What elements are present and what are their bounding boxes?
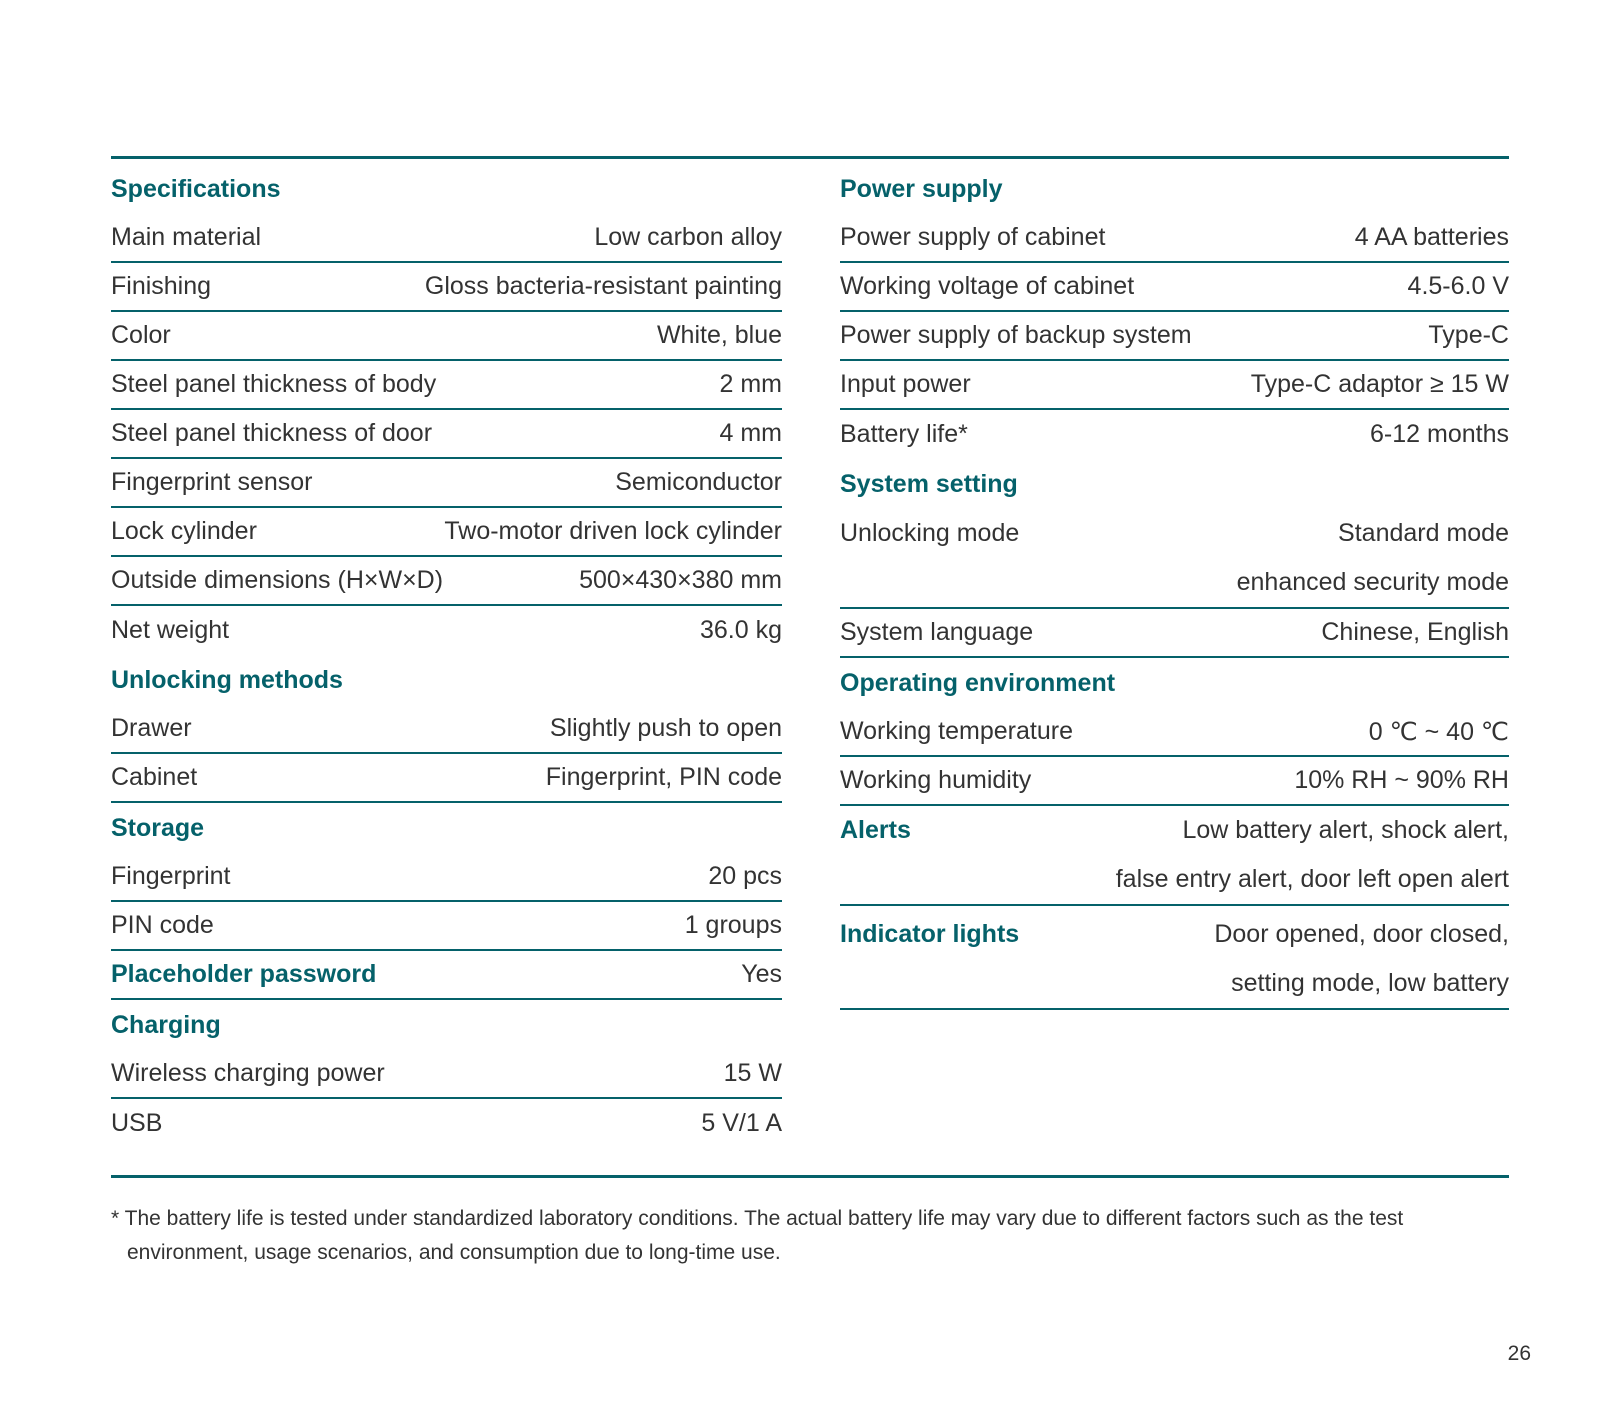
- section-heading-unlocking-methods: Unlocking methods: [111, 666, 343, 694]
- spec-value: 5 V/1 A: [701, 1109, 782, 1137]
- spec-label: PIN code: [111, 911, 214, 939]
- spec-label: Steel panel thickness of door: [111, 419, 433, 447]
- spec-row: [111, 1050, 782, 1099]
- spec-label: Main material: [111, 223, 262, 251]
- right-column: [840, 164, 1509, 1010]
- spec-label: Cabinet: [111, 763, 198, 791]
- spec-row: [840, 263, 1509, 312]
- spec-row: [111, 312, 782, 361]
- spec-value: 36.0 kg: [699, 616, 782, 644]
- indicator-lights-row: [840, 906, 1509, 1010]
- bottom-rule: [111, 1175, 1509, 1178]
- spec-label: Fingerprint sensor: [111, 468, 313, 496]
- spec-row: [840, 757, 1509, 806]
- section-heading-system-setting: System setting: [840, 470, 1018, 498]
- indicator-lights-label: Indicator lights: [840, 920, 1020, 948]
- spec-row: [111, 508, 782, 557]
- spec-value: White, blue: [656, 321, 782, 349]
- spec-row: [840, 312, 1509, 361]
- placeholder-password-label: Placeholder password: [111, 960, 377, 988]
- section-heading-storage: Storage: [111, 814, 205, 842]
- spec-label: Outside dimensions (H×W×D): [111, 566, 444, 594]
- indicator-lights-value: Door opened, door closed,: [1214, 920, 1509, 948]
- unlocking-mode-row: [840, 509, 1509, 609]
- spec-label: Net weight: [111, 616, 230, 644]
- placeholder-password-row: [111, 951, 782, 1000]
- spec-label: Wireless charging power: [111, 1059, 385, 1087]
- spec-row: [840, 361, 1509, 410]
- spec-label: Battery life*: [840, 420, 968, 448]
- spec-label: System language: [840, 618, 1034, 646]
- alerts-value: Low battery alert, shock alert,: [1182, 816, 1509, 844]
- section-heading-power-supply: Power supply: [840, 175, 1003, 203]
- spec-row: [111, 853, 782, 902]
- spec-value: 4 mm: [719, 419, 782, 447]
- spec-value: 20 pcs: [708, 862, 782, 890]
- spec-value: 4 AA batteries: [1354, 223, 1509, 251]
- spec-label: Lock cylinder: [111, 517, 257, 545]
- placeholder-password-value: Yes: [741, 960, 782, 988]
- spec-row: [840, 708, 1509, 757]
- spec-row: [111, 214, 782, 263]
- left-column: [111, 164, 782, 1148]
- spec-row: [111, 557, 782, 606]
- spec-label: Color: [111, 321, 171, 349]
- spec-value: 500×430×380 mm: [579, 566, 782, 594]
- spec-value: Two-motor driven lock cylinder: [444, 517, 782, 545]
- spec-value: Chinese, English: [1321, 618, 1509, 646]
- spec-row: [111, 1099, 782, 1148]
- spec-row: [111, 705, 782, 754]
- spec-label: Working voltage of cabinet: [840, 272, 1135, 300]
- spec-row: [840, 410, 1509, 459]
- spec-label: Finishing: [111, 272, 212, 300]
- spec-label: Drawer: [111, 714, 192, 742]
- spec-value: Low carbon alloy: [594, 223, 782, 251]
- spec-value: Type-C: [1428, 321, 1509, 349]
- spec-value: 6-12 months: [1370, 420, 1509, 448]
- spec-label: Fingerprint: [111, 862, 231, 890]
- spec-label: Input power: [840, 370, 971, 398]
- alerts-row: [840, 806, 1509, 906]
- spec-value: 0 ℃ ~ 40 ℃: [1368, 717, 1509, 746]
- spec-row: [840, 609, 1509, 658]
- spec-label: Steel panel thickness of body: [111, 370, 437, 398]
- spec-row: [111, 361, 782, 410]
- spec-label: Working humidity: [840, 766, 1032, 794]
- spec-label: Working temperature: [840, 717, 1073, 745]
- spec-value: Slightly push to open: [549, 714, 782, 742]
- spec-value: Gloss bacteria-resistant painting: [424, 272, 782, 300]
- spec-label: Power supply of cabinet: [840, 223, 1106, 251]
- spec-value: 15 W: [723, 1059, 782, 1087]
- spec-value: 10% RH ~ 90% RH: [1294, 766, 1509, 794]
- spec-label: USB: [111, 1109, 163, 1137]
- spec-label: Power supply of backup system: [840, 321, 1192, 349]
- spec-row: [111, 459, 782, 508]
- page-number: 26: [1507, 1342, 1531, 1365]
- section-heading-specifications: Specifications: [111, 175, 281, 203]
- top-rule: [111, 156, 1509, 159]
- spec-value: Semiconductor: [615, 468, 782, 496]
- footnote: * The battery life is tested under standardized laboratory conditions. The actual battery life may vary due to different factors such as the test environment, usage scenarios, and consumption due to long-time use.: [111, 1207, 1404, 1264]
- spec-value: Standard mode: [1338, 519, 1509, 547]
- indicator-lights-value-continued: setting mode, low battery: [1231, 969, 1509, 997]
- spec-row: [111, 902, 782, 951]
- spec-value: Fingerprint, PIN code: [545, 763, 782, 791]
- spec-value: 4.5-6.0 V: [1407, 272, 1509, 300]
- spec-value: 2 mm: [719, 370, 782, 398]
- spec-row: [111, 754, 782, 803]
- spec-row: [840, 214, 1509, 263]
- alerts-value-continued: false entry alert, door left open alert: [1115, 865, 1509, 893]
- alerts-label: Alerts: [840, 816, 911, 844]
- spec-row: [111, 606, 782, 655]
- spec-label: Unlocking mode: [840, 519, 1020, 547]
- spec-value: 1 groups: [684, 911, 782, 939]
- section-heading-operating-environment: Operating environment: [840, 669, 1116, 697]
- section-heading-charging: Charging: [111, 1011, 221, 1039]
- spec-value-continued: enhanced security mode: [1236, 568, 1509, 596]
- spec-row: [111, 410, 782, 459]
- spec-value: Type-C adaptor ≥ 15 W: [1250, 370, 1509, 398]
- spec-row: [111, 263, 782, 312]
